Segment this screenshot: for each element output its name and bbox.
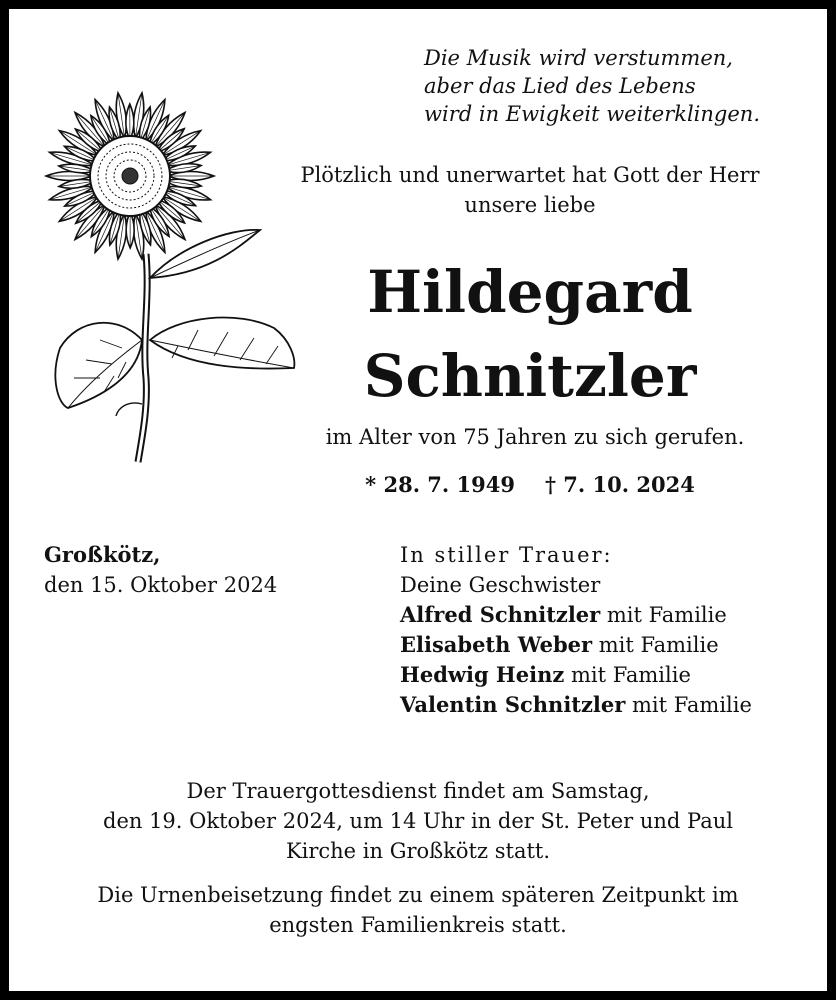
poem	[424, 44, 804, 128]
mourner-name: Elisabeth Weber	[400, 632, 593, 657]
mourner-suffix: mit Familie	[564, 663, 691, 687]
service-line: Der Trauergottesdienst findet am Samstag,	[186, 779, 650, 803]
intro-text	[250, 160, 810, 220]
service-line: Kirche in Großkötz statt.	[285, 839, 551, 863]
mourner-name: Hedwig Heinz	[400, 662, 565, 687]
intro-line: Plötzlich und unerwartet hat Gott der Herr	[300, 163, 760, 187]
deceased-first-name: Hildegard	[367, 258, 693, 326]
age-text: im Alter von 75 Jahren zu sich gerufen.	[325, 425, 745, 449]
mourner-suffix: mit Familie	[592, 633, 719, 657]
death-date: † 7. 10. 2024	[545, 472, 695, 497]
mourner-entry	[400, 630, 752, 660]
mourner-entry	[400, 600, 752, 630]
intro-line: unsere liebe	[464, 193, 596, 217]
life-dates	[300, 470, 760, 500]
place-city: Großkötz,	[44, 542, 161, 567]
sunflower-illustration	[38, 78, 300, 466]
burial-line: engsten Familienkreis statt.	[269, 913, 567, 937]
deceased-name	[300, 250, 760, 418]
poem-line: Die Musik wird verstummen,	[424, 46, 733, 70]
burial-line: Die Urnenbeisetzung findet zu einem späteren Zeitpunkt im	[97, 883, 739, 907]
mourner-entry	[400, 660, 752, 690]
poem-line: wird in Ewigkeit weiterklingen.	[424, 102, 760, 126]
mourner-name: Alfred Schnitzler	[400, 602, 601, 627]
deceased-last-name: Schnitzler	[363, 342, 697, 410]
mourner-entry	[400, 690, 752, 720]
mourner-suffix: mit Familie	[600, 603, 727, 627]
service-info	[30, 776, 806, 866]
mourner-name: Valentin Schnitzler	[400, 692, 626, 717]
birth-date: * 28. 7. 1949	[365, 472, 515, 497]
service-line: den 19. Oktober 2024, um 14 Uhr in der St. Peter und Paul	[103, 809, 733, 833]
mourner-suffix: mit Familie	[625, 693, 752, 717]
place-and-date	[44, 540, 277, 600]
burial-info	[30, 880, 806, 940]
mourners-group: Deine Geschwister	[400, 573, 601, 597]
mourners-list	[400, 540, 752, 720]
sunflower-leaf-left	[55, 323, 142, 408]
place-date: den 15. Oktober 2024	[44, 573, 278, 597]
sunflower-leaf-right	[150, 318, 294, 369]
mourners-heading: In stiller Trauer:	[400, 543, 613, 567]
poem-line: aber das Lied des Lebens	[424, 74, 696, 98]
